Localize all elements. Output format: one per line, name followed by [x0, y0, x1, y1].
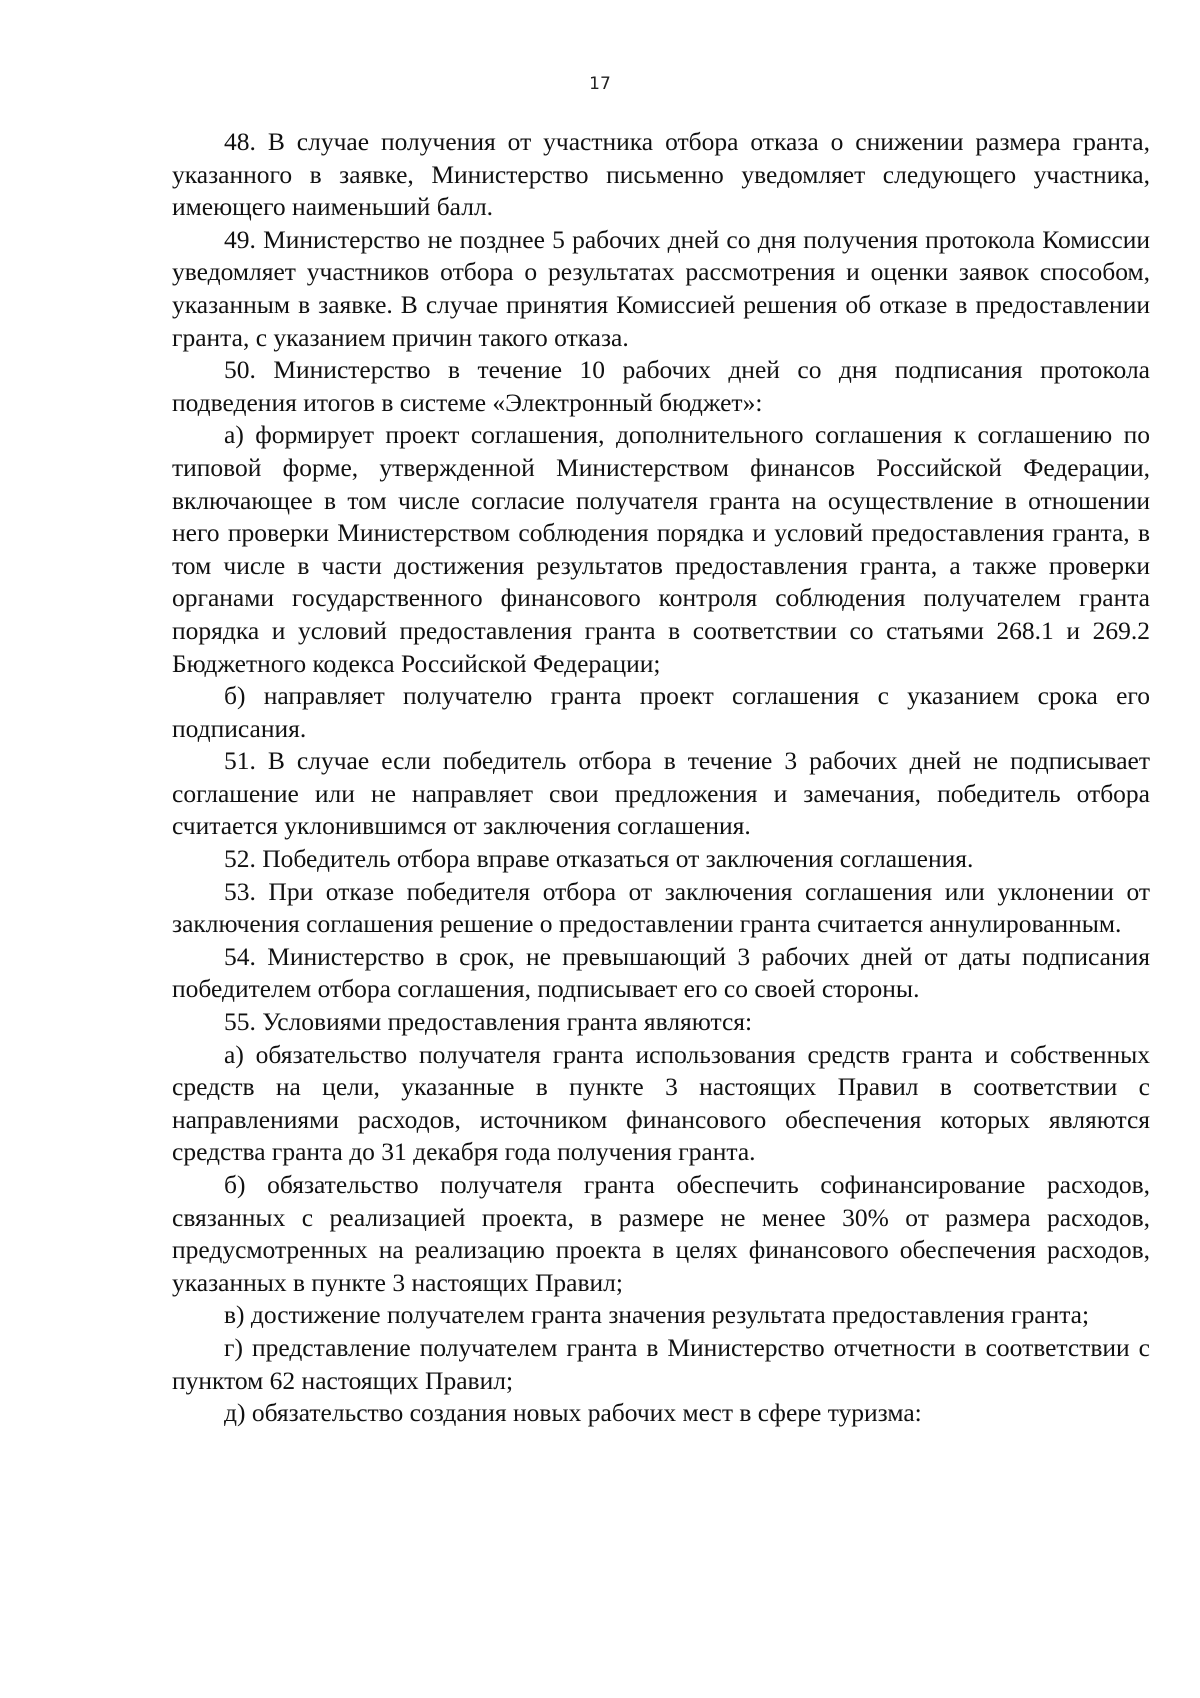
paragraph-54: 54. Министерство в срок, не превышающий 3 рабочих дней от даты подписания победителем отбора соглашения, подписывает его со своей стороны. [172, 941, 1150, 1004]
paragraph-50: 50. Министерство в течение 10 рабочих дней со дня подписания протокола подведения итогов в системе «Электронный бюджет»: [172, 355, 1150, 417]
paragraph-48: 48. В случае получения от участника отбора отказа о снижении размера гранта, указанного в заявке, Министерство письменно уведомляет следующего участника, имеющего наименьший балл. [172, 127, 1150, 222]
paragraph-55-g: г) представление получателем гранта в Министерство отчетности в соответствии с пунктом 62 настоящих Правил; [172, 1332, 1150, 1395]
paragraph-55: 55. Условиями предоставления гранта являются: [224, 1007, 753, 1037]
document-body [172, 126, 1150, 1430]
paragraph-51: 51. В случае если победитель отбора в течение 3 рабочих дней не подписывает соглашение или не направляет свои предложения и замечания, победитель отбора считается уклонившимся от заключения соглашения. [172, 746, 1150, 841]
paragraph-55-d: д) обязательство создания новых рабочих мест в сфере туризма: [224, 1398, 922, 1428]
paragraph-49: 49. Министерство не позднее 5 рабочих дней со дня получения протокола Комиссии уведомляет участников отбора о результатах рассмотрения и оценки заявок способом, указанным в заявке. В случае принятия Комиссией решения об отказе в предоставлении гранта, с указанием причин такого отказа. [172, 224, 1150, 352]
paragraph-53: 53. При отказе победителя отбора от заключения соглашения или уклонении от заключения соглашения решение о предоставлении гранта считается аннулированным. [172, 876, 1150, 939]
page-number: 17 [589, 74, 611, 94]
paragraph-50-a: а) формирует проект соглашения, дополнительного соглашения к соглашению по типовой форме, утвержденной Министерством финансов Российской Федерации, включающее в том числе согласие получателя гранта на осуществление в отношении него проверки Министерством соблюдения порядка и условий предоставления гранта, в том числе в части достижения результатов предоставления гранта, а также проверки органами государственного финансового контроля соблюдения получателем гранта порядка и условий предоставления гранта в соответствии со статьями 268.1 и 269.2 Бюджетного кодекса Российской Федерации; [172, 420, 1150, 678]
paragraph-50-b: б) направляет получателю гранта проект соглашения с указанием срока его подписания. [172, 681, 1150, 743]
paragraph-55-b: б) обязательство получателя гранта обеспечить софинансирование расходов, связанных с реализацией проекта, в размере не менее 30% от размера расходов, предусмотренных на реализацию проекта в целях финансового обеспечения расходов, указанных в пункте 3 настоящих Правил; [172, 1170, 1150, 1297]
paragraph-52: 52. Победитель отбора вправе отказаться от заключения соглашения. [224, 844, 974, 874]
paragraph-55-v: в) достижение получателем гранта значения результата предоставления гранта; [224, 1300, 1090, 1330]
paragraph-55-a: а) обязательство получателя гранта использования средств гранта и собственных средств на цели, указанные в пункте 3 настоящих Правил в соответствии с направлениями расходов, источником финансового обеспечения которых являются средства гранта до 31 декабря года получения гранта. [172, 1039, 1150, 1167]
